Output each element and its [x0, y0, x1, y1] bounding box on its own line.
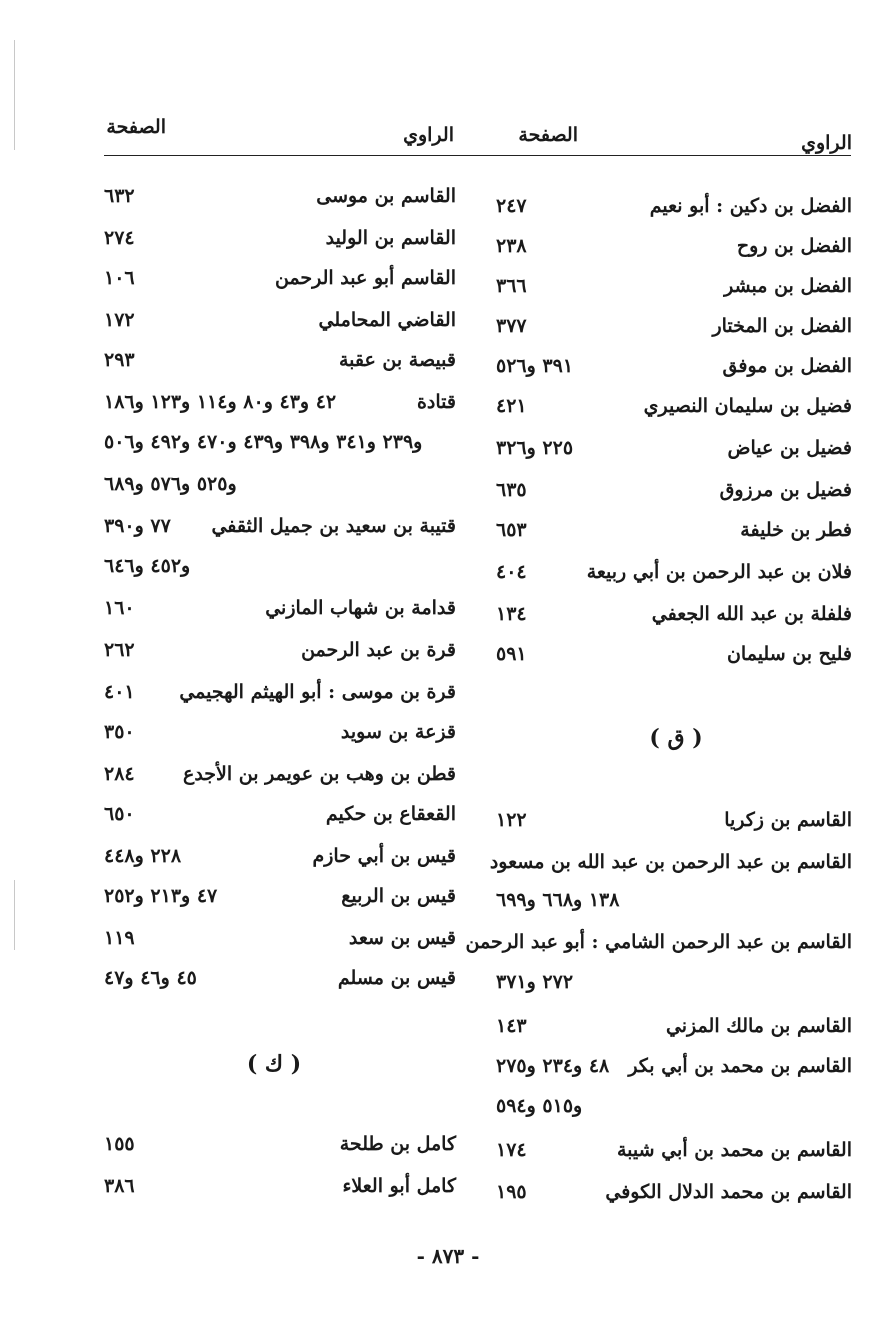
index-entry: الفضل بن مبشر ٣٦٦ [496, 275, 852, 297]
index-entry: القاسم بن عبد الرحمن بن عبد الله بن مسعود [489, 851, 852, 873]
index-entry: القاسم بن محمد بن أبي بكر ٤٨ و٢٣٤ و٢٧٥ [496, 1055, 852, 1077]
index-entry-continuation: و٥٢٥ و٥٧٦ و٦٨٩ [104, 473, 237, 495]
index-entry: فطر بن خليفة ٦٥٣ [496, 519, 852, 541]
index-entry: فضيل بن عياض ٢٢٥ و٣٢٦ [496, 437, 852, 459]
index-entry: الفضل بن المختار ٣٧٧ [496, 315, 852, 337]
section-letter-kaf: ( ك ) [246, 1051, 302, 1077]
index-entry: قطن بن وهب بن عويمر بن الأجدع ٢٨٤ [104, 763, 456, 785]
index-entry: القاسم أبو عبد الرحمن ١٠٦ [104, 267, 456, 289]
index-entry: الفضل بن دكين : أبو نعيم ٢٤٧ [496, 195, 852, 217]
index-entry: القاسم بن زكريا ١٢٢ [496, 809, 852, 831]
index-entry: كامل أبو العلاء ٣٨٦ [104, 1175, 456, 1197]
header-page-right: الصفحة [518, 124, 578, 146]
index-entry: قبيصة بن عقبة ٢٩٣ [104, 349, 456, 371]
index-entry: قيس بن أبي حازم ٢٢٨ و٤٤٨ [104, 845, 456, 867]
index-entry-continuation: ٢٧٢ و٣٧١ [496, 971, 574, 993]
section-letter-qaf: ( ق ) [649, 725, 703, 751]
index-entry-continuation: و٢٣٩ و٣٤١ و٣٩٨ و٤٣٩ و٤٧٠ و٤٩٢ و٥٠٦ [104, 431, 423, 453]
index-entry: القاسم بن موسى ٦٣٢ [104, 185, 456, 207]
index-entry: فضيل بن مرزوق ٦٣٥ [496, 479, 852, 501]
header-narrator-right: الراوي [801, 132, 852, 154]
index-entry: القعقاع بن حكيم ٦٥٠ [104, 803, 456, 825]
index-entry: فضيل بن سليمان النصيري ٤٢١ [496, 395, 852, 417]
index-entry: فلان بن عبد الرحمن بن أبي ربيعة ٤٠٤ [496, 561, 852, 583]
index-entry: قيس بن سعد ١١٩ [104, 927, 456, 949]
index-entry: القاسم بن الوليد ٢٧٤ [104, 227, 456, 249]
index-entry: القاسم بن محمد بن أبي شيبة ١٧٤ [496, 1139, 852, 1161]
index-entry: قرة بن موسى : أبو الهيثم الهجيمي ٤٠١ [104, 681, 456, 703]
index-entry: قتيبة بن سعيد بن جميل الثقفي ٧٧ و٣٩٠ [104, 515, 456, 537]
index-entry: قزعة بن سويد ٣٥٠ [104, 721, 456, 743]
index-entry-continuation: و٥١٥ و٥٩٤ [496, 1095, 583, 1117]
scan-edge-mark [14, 880, 15, 950]
index-entry: القاسم بن عبد الرحمن الشامي : أبو عبد الرحمن [465, 931, 852, 953]
page-number: - ٨٧٣ - [416, 1244, 480, 1268]
index-entry: الفضل بن روح ٢٣٨ [496, 235, 852, 257]
index-entry: فلفلة بن عبد الله الجعفي ١٣٤ [496, 603, 852, 625]
index-entry: قرة بن عبد الرحمن ٢٦٢ [104, 639, 456, 661]
scan-edge-mark [14, 40, 15, 150]
index-entry: قتادة ٤٢ و٤٣ و٨٠ و١١٤ و١٢٣ و١٨٦ [104, 391, 456, 413]
header-narrator-left: الراوي [403, 124, 454, 146]
index-entry: قيس بن الربيع ٤٧ و٢١٣ و٢٥٢ [104, 885, 456, 907]
index-entry: القاسم بن محمد الدلال الكوفي ١٩٥ [496, 1181, 852, 1203]
index-entry: قيس بن مسلم ٤٥ و٤٦ و٤٧ [104, 967, 456, 989]
index-entry: فليح بن سليمان ٥٩١ [496, 643, 852, 665]
index-entry: القاسم بن مالك المزني ١٤٣ [496, 1015, 852, 1037]
index-entry-continuation: ١٣٨ و٦٦٨ و٦٩٩ [496, 889, 620, 911]
index-entry: القاضي المحاملي ١٧٢ [104, 309, 456, 331]
index-entry: الفضل بن موفق ٣٩١ و٥٢٦ [496, 355, 852, 377]
index-entry-continuation: و٤٥٢ و٦٤٦ [104, 555, 191, 577]
index-entry: كامل بن طلحة ١٥٥ [104, 1133, 456, 1155]
index-entry: قدامة بن شهاب المازني ١٦٠ [104, 597, 456, 619]
header-rule [104, 155, 851, 156]
header-page-left: الصفحة [106, 116, 166, 138]
